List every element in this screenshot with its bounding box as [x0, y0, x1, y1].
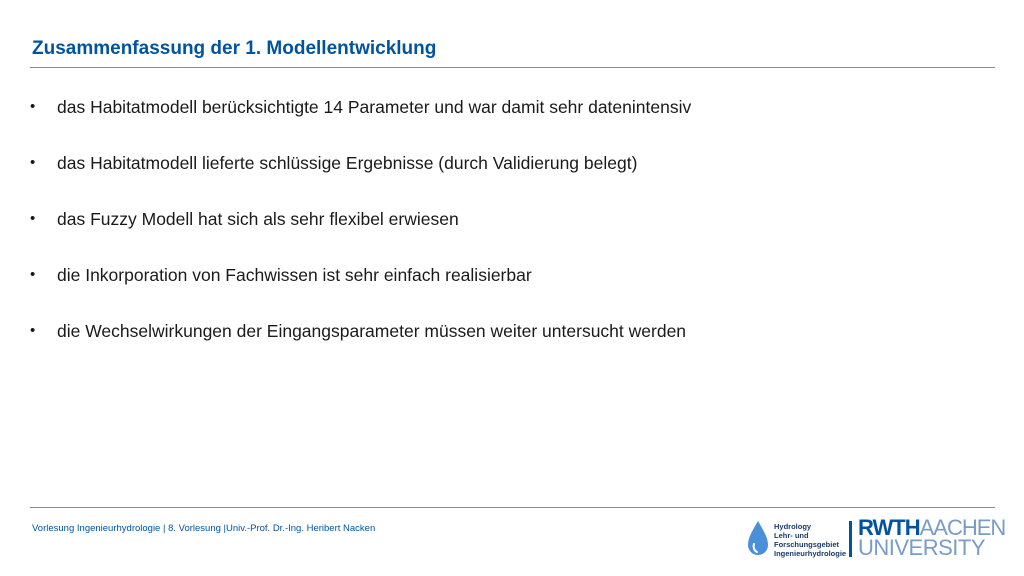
bullet-text: das Habitatmodell lieferte schlüssige Ergebnisse (durch Validierung belegt) [57, 153, 638, 173]
bullet-marker: • [30, 98, 36, 115]
logo-separator [849, 521, 852, 557]
hydrology-logo-line: Ingenieurhydrologie [774, 549, 847, 558]
rwth-logo [858, 515, 1006, 560]
slide-title: Zusammenfassung der 1. Modellentwicklung [32, 38, 437, 59]
rwth-logo-university: UNIVERSITY [858, 535, 986, 560]
rwth-logo-aachen: AACHEN [919, 515, 1006, 540]
hydrology-logo-line: Lehr- und [774, 531, 809, 540]
bullet-text: die Inkorporation von Fachwissen ist sehr einfach realisierbar [57, 265, 532, 285]
title-divider [30, 67, 995, 68]
bullet-text: das Fuzzy Modell hat sich als sehr flexibel erwiesen [57, 209, 459, 229]
footer-divider [30, 507, 995, 508]
bullet-marker: • [30, 154, 36, 171]
bullet-text: die Wechselwirkungen der Eingangsparameter müssen weiter untersucht werden [57, 321, 687, 341]
bullet-marker: • [30, 210, 36, 227]
hydrology-logo-line: Hydrology [774, 522, 812, 531]
water-drop-icon [746, 520, 770, 558]
bullet-text: das Habitatmodell berücksichtigte 14 Parameter und war damit sehr datenintensiv [57, 97, 692, 117]
hydrology-logo-text [774, 522, 846, 558]
bullet-marker: • [30, 322, 36, 339]
footer-lecture-info: Vorlesung Ingenieurhydrologie | 8. Vorlesung |Univ.-Prof. Dr.-Ing. Heribert Nacken [32, 523, 376, 534]
rwth-logo-rwth: RWTH [858, 515, 920, 540]
bullet-marker: • [30, 266, 36, 283]
hydrology-logo-line: Forschungsgebiet [774, 540, 840, 549]
